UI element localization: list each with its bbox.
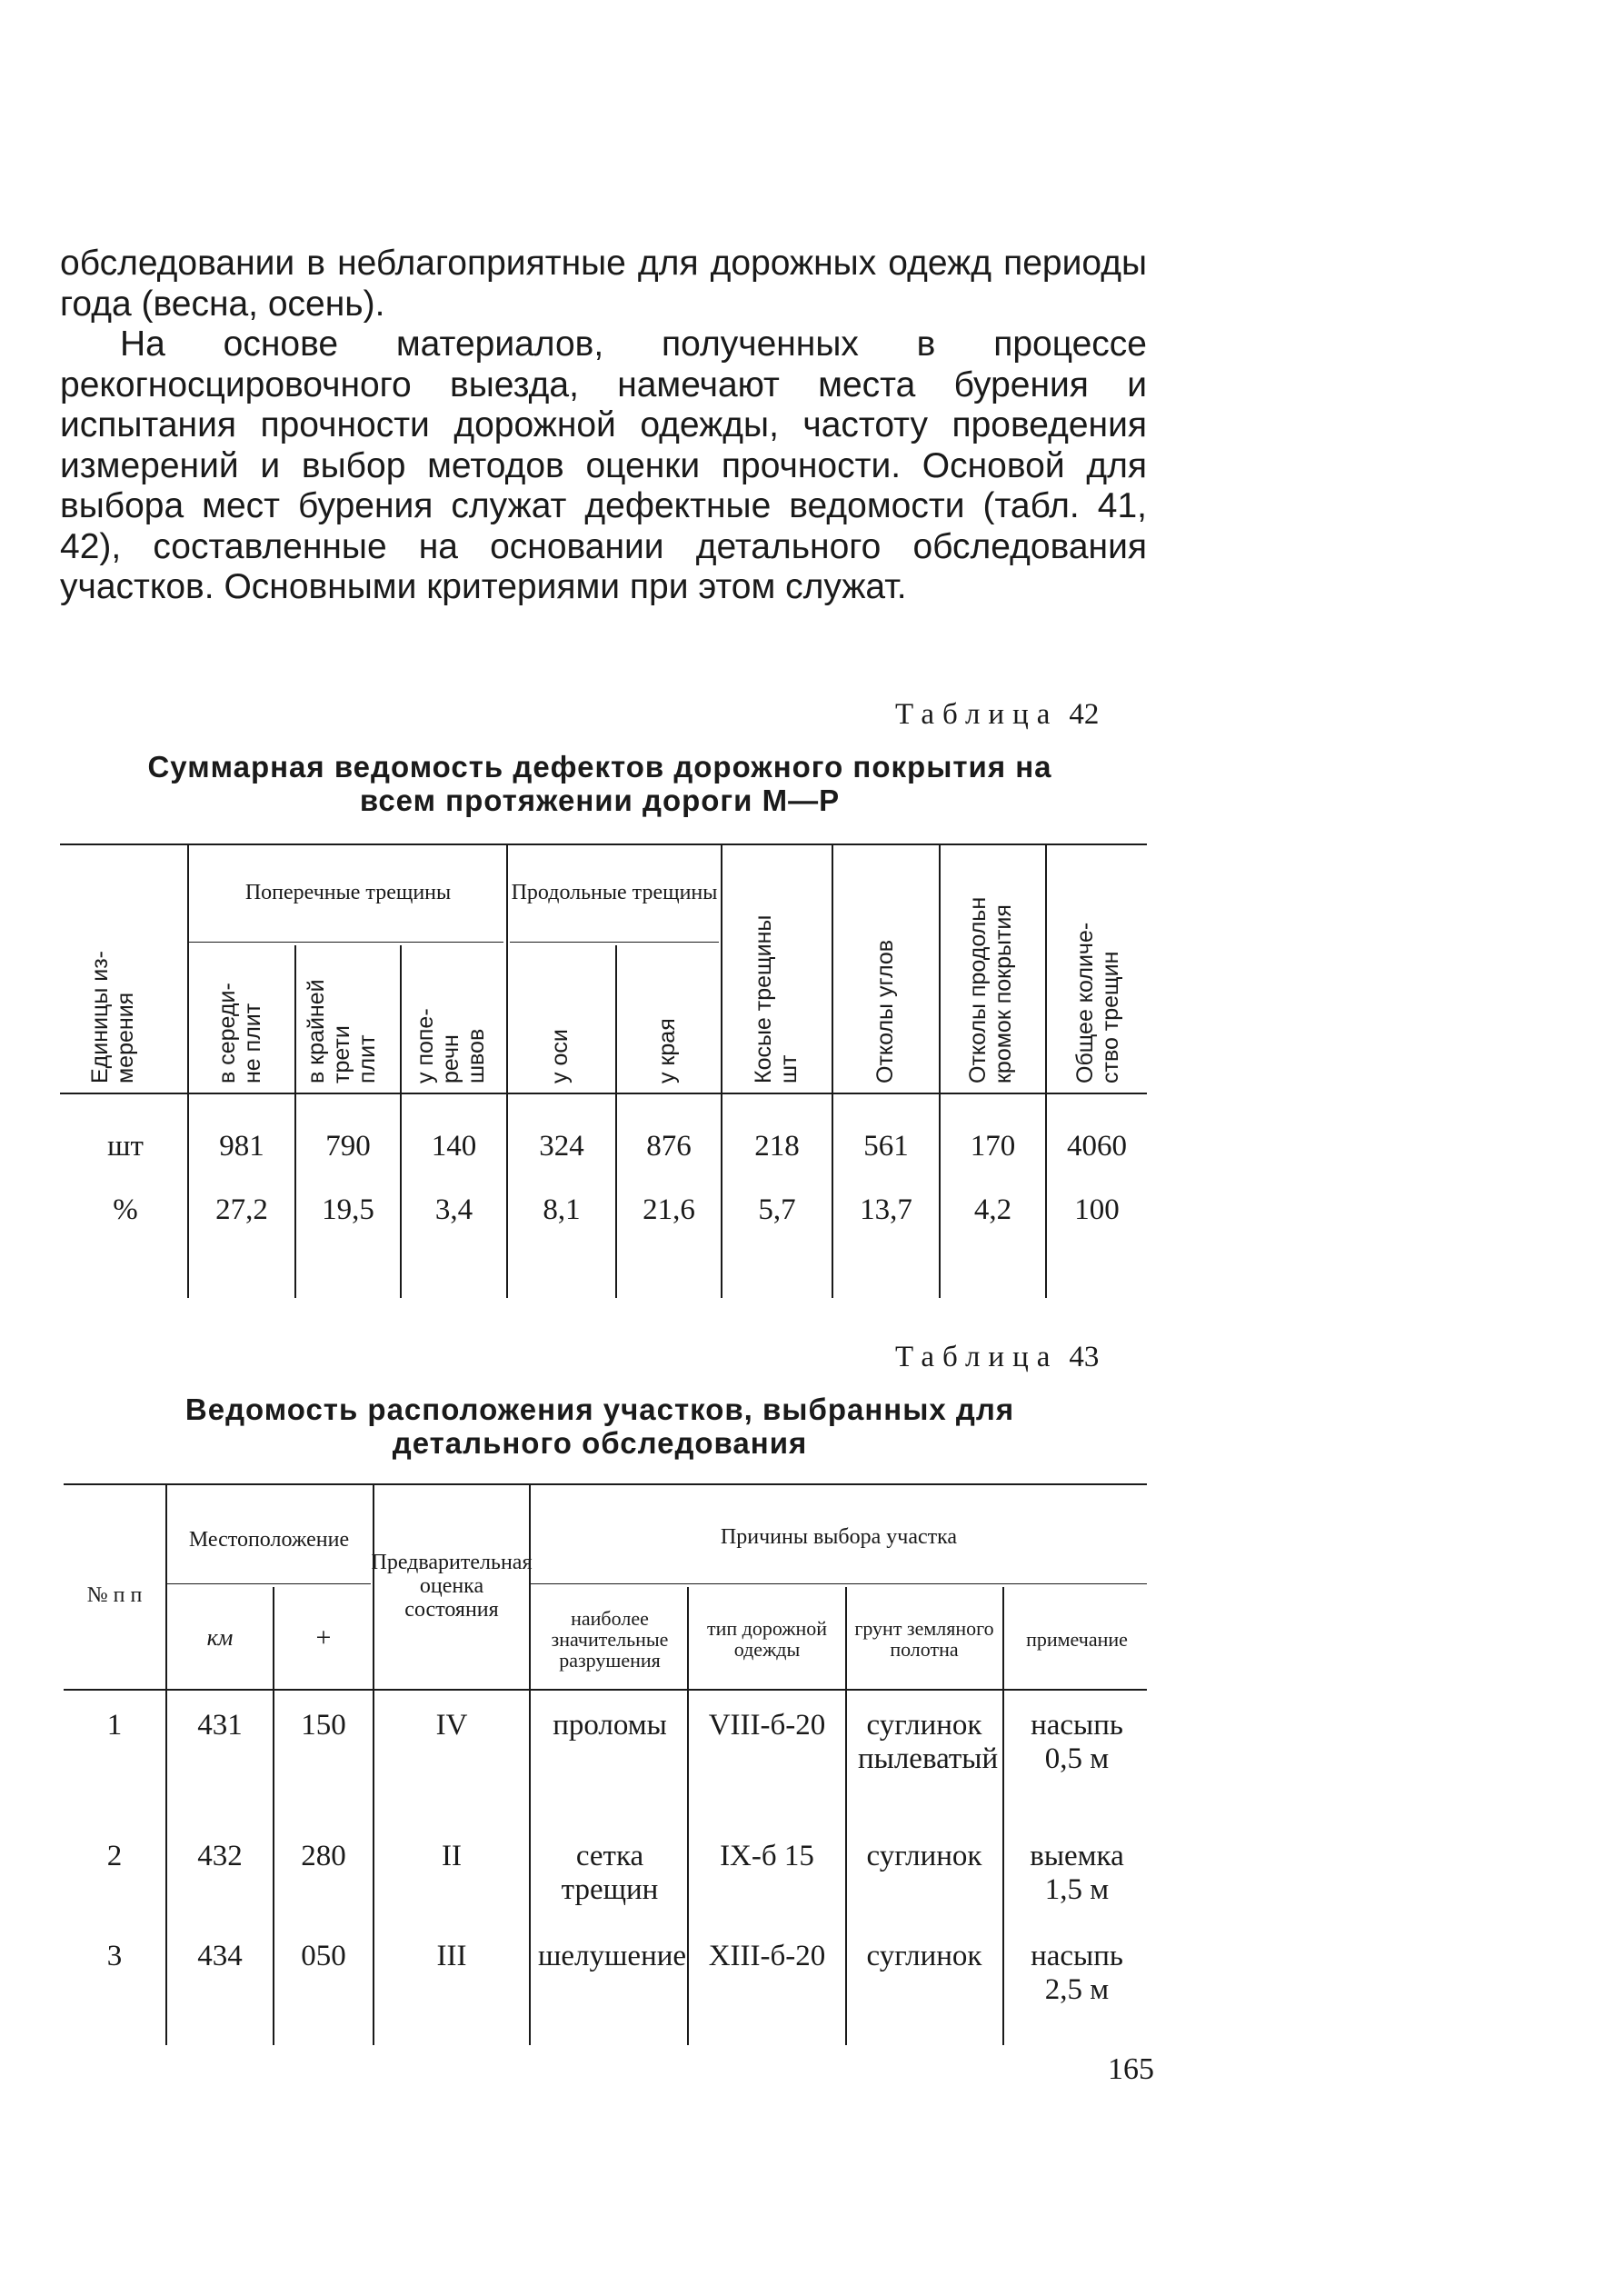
table-43-top-rule	[64, 1483, 1147, 1485]
header-assessment: Предварительная оценка состояния	[371, 1551, 533, 1622]
table-42-col-rule	[721, 845, 722, 1298]
cell-num: 2	[106, 1840, 123, 1872]
header-total: Общее количе- ство трещин	[1072, 922, 1123, 1083]
cell-value: 4,2	[973, 1193, 1012, 1226]
header-plus: +	[315, 1622, 332, 1652]
cell-unit: шт	[107, 1130, 144, 1163]
table-43-col-rule	[1002, 1587, 1004, 2045]
header-oblique: Косые трещины шт	[751, 914, 802, 1083]
cell-km: 431	[197, 1709, 243, 1742]
header-longitudinal-edge: у края	[654, 1018, 680, 1083]
header-corners: Отколы углов	[872, 939, 898, 1083]
table-43-location-rule	[167, 1583, 371, 1584]
cell-value: 140	[431, 1130, 477, 1163]
table-42-transverse-rule	[189, 942, 503, 943]
cell-unit: %	[113, 1193, 138, 1226]
cell-pavement: IX-б 15	[720, 1840, 814, 1872]
cell-value: 21,6	[643, 1193, 695, 1226]
cell-value: 876	[646, 1130, 692, 1163]
table-42-col-rule	[832, 845, 833, 1298]
cell-assessment: III	[436, 1940, 467, 1972]
cell-value: 3,4	[434, 1193, 473, 1226]
table-42-title: Суммарная ведомость дефектов дорожного покрытия на всем протяжении дороги М—Р	[147, 750, 1052, 817]
table-42-col-rule	[187, 845, 189, 1298]
cell-soil: суглинок	[866, 1940, 982, 1972]
table-42-col-rule	[294, 945, 296, 1298]
cell-note: выемка 1,5 м	[1030, 1840, 1124, 1906]
header-km: км	[206, 1624, 234, 1651]
cell-pavement: VIII-б-20	[708, 1709, 826, 1742]
table-42-col-rule	[400, 945, 402, 1298]
table-43-reasons-rule	[531, 1583, 1147, 1584]
table-42-label: Таблица 42	[895, 698, 1100, 731]
header-reasons: Причины выбора участка	[720, 1525, 958, 1549]
table-43-title: Ведомость расположения участков, выбранных для детального обследования	[184, 1393, 1015, 1460]
cell-value: 27,2	[215, 1193, 268, 1226]
cell-pavement: XIII-б-20	[708, 1940, 826, 1972]
cell-plus: 050	[301, 1940, 346, 1972]
cell-assessment: IV	[435, 1709, 468, 1742]
header-soil: грунт земляного полотна	[854, 1617, 994, 1661]
page-number: 165	[1108, 2052, 1154, 2086]
cell-value: 981	[219, 1130, 264, 1163]
cell-value: 100	[1074, 1193, 1120, 1226]
table-42-longitudinal-rule	[510, 942, 719, 943]
cell-damage: проломы	[553, 1709, 667, 1742]
table-42-col-rule	[939, 845, 941, 1298]
header-pavement: тип дорожной одежды	[706, 1617, 828, 1661]
header-units: Единицы из- мерения	[87, 951, 138, 1083]
table-42-col-rule	[615, 945, 617, 1298]
body-text	[60, 244, 1147, 608]
header-damage: наиболее значительные разрушения	[551, 1606, 669, 1672]
table-42-col-rule	[1045, 845, 1047, 1298]
cell-note: насыпь 0,5 м	[1031, 1709, 1123, 1775]
header-longitudinal: Продольные трещины	[511, 881, 718, 904]
header-num: № п п	[86, 1583, 143, 1607]
cell-value: 561	[863, 1130, 909, 1163]
table-42-top-rule	[60, 844, 1147, 845]
table-43-header-rule	[64, 1689, 1147, 1691]
cell-value: 13,7	[860, 1193, 912, 1226]
table-42-header-rule	[60, 1093, 1147, 1094]
cell-value: 8,1	[543, 1193, 581, 1226]
header-transverse-middle: в середи- не плит	[214, 983, 265, 1083]
header-transverse-seam: у попе- речн швов	[413, 1008, 489, 1083]
header-transverse: Поперечные трещины	[244, 881, 452, 904]
cell-assessment: II	[442, 1840, 462, 1872]
cell-plus: 280	[301, 1840, 346, 1872]
header-note: примечание	[1026, 1627, 1128, 1651]
header-transverse-edge: в крайней трети плит	[304, 979, 380, 1083]
header-edges: Отколы продольн кромок покрытия	[965, 896, 1016, 1083]
cell-km: 434	[197, 1940, 243, 1972]
header-longitudinal-axis: у оси	[547, 1029, 573, 1083]
cell-km: 432	[197, 1840, 243, 1872]
paragraph-2: На основе материалов, полученных в процессе рекогносцировочного выезда, намечают места бурения и испытания прочности дорожной одежды, частоту проведения измерений и выбор методов оценки прочности. Основой для выбора мест бурения служат дефектные ведомости (табл. 41, 42), составленные на основании детального обследования участков. Основными критериями при этом служат.	[60, 324, 1147, 606]
cell-value: 19,5	[322, 1193, 374, 1226]
cell-value: 4060	[1067, 1130, 1127, 1163]
cell-value: 5,7	[758, 1193, 796, 1226]
table-43-col-rule	[687, 1587, 689, 2045]
paragraph-1: обследовании в неблагоприятные для дорожных одежд периоды года (весна, осень).	[60, 244, 1147, 324]
table-43-label: Таблица 43	[895, 1341, 1100, 1373]
table-43-col-rule	[845, 1587, 847, 2045]
cell-value: 170	[970, 1130, 1016, 1163]
cell-damage: сетка трещин	[561, 1840, 659, 1906]
header-location: Местоположение	[188, 1528, 350, 1552]
table-42-col-rule	[506, 845, 508, 1298]
cell-soil: суглинок	[866, 1840, 982, 1872]
cell-num: 3	[106, 1940, 123, 1972]
cell-value: 218	[754, 1130, 800, 1163]
cell-damage: шелушение	[538, 1940, 687, 1972]
cell-plus: 150	[301, 1709, 346, 1742]
cell-value: 324	[539, 1130, 584, 1163]
cell-note: насыпь 2,5 м	[1031, 1940, 1123, 2006]
cell-num: 1	[106, 1709, 123, 1742]
cell-value: 790	[325, 1130, 371, 1163]
cell-soil: суглинок пылеватый	[858, 1709, 999, 1775]
